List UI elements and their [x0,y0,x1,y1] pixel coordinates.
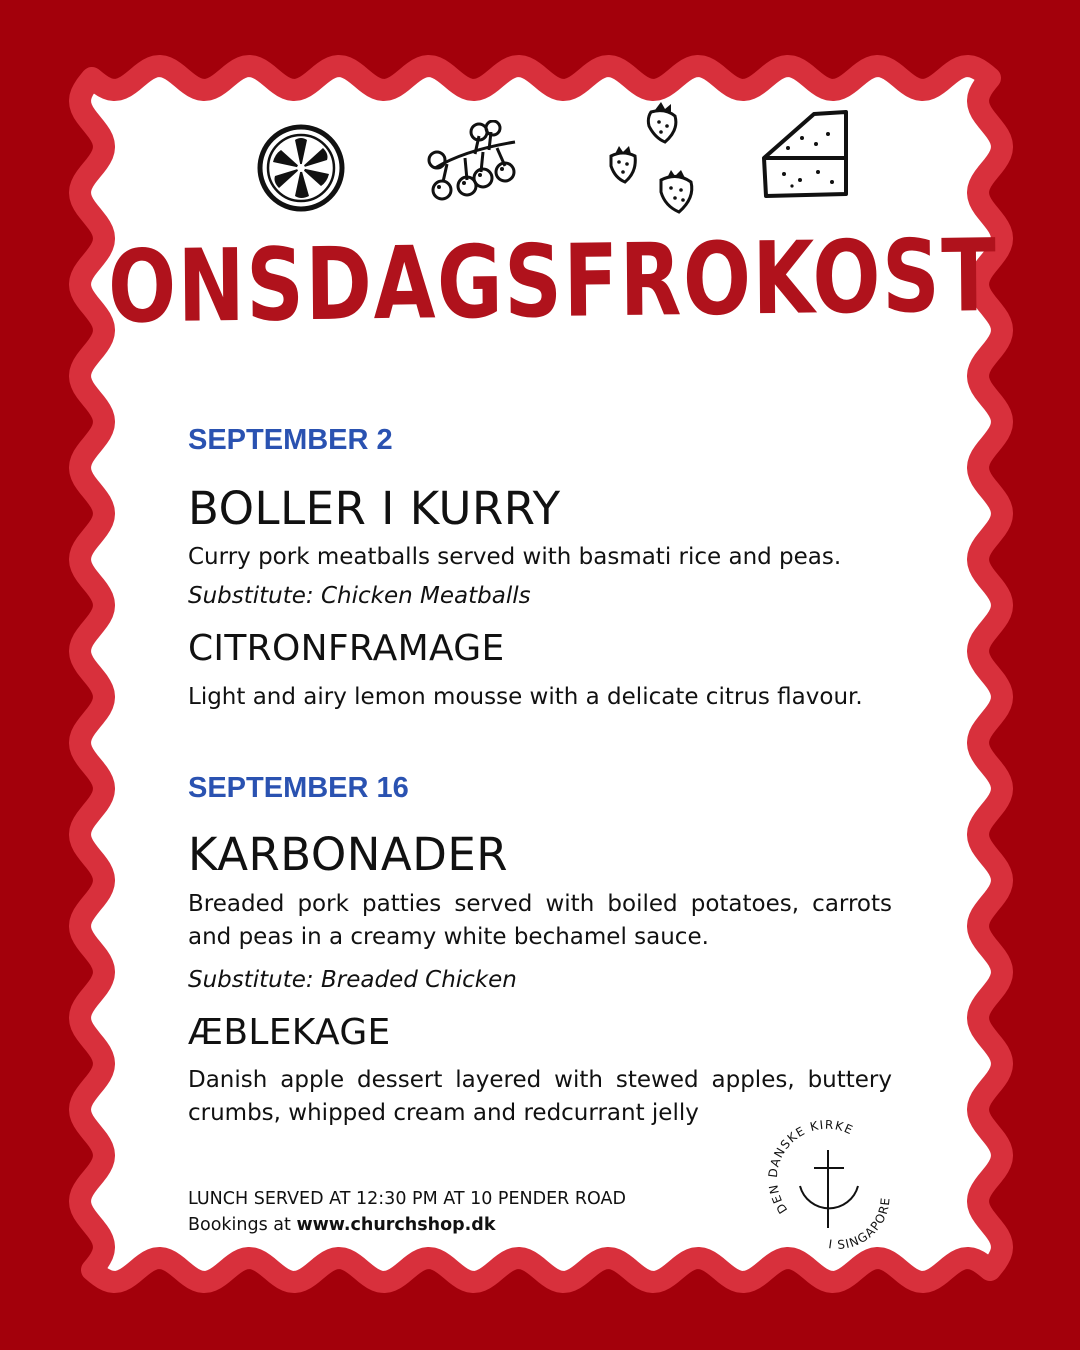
dessert-name: ÆBLEKAGE [188,1012,391,1053]
lemon-slice-icon [255,122,347,214]
main-dish-name: BOLLER I KURRY [188,482,561,535]
footer-info [188,1186,626,1238]
seal-top-text: DEN DANSKE KIRKE [765,1117,856,1217]
lunch-info: LUNCH SERVED AT 12:30 PM AT 10 PENDER ROAD [188,1189,626,1209]
dessert-description: Danish apple dessert layered with stewed apples, buttery crumbs, whipped cream and redcurrant jelly [188,1067,892,1126]
dessert-description: Light and airy lemon mousse with a delicate citrus flavour. [188,684,863,710]
main-dish-substitute: Substitute: Chicken Meatballs [188,583,531,609]
svg-text:I SINGAPORE [828,1196,893,1252]
cherries-icon [425,120,525,212]
seal-bottom-text: I SINGAPORE [827,1196,893,1253]
menu-section-1 [188,420,892,730]
cake-slice-icon [758,108,854,200]
main-dish-substitute: Substitute: Breaded Chicken [188,967,517,993]
section-date: SEPTEMBER 16 [188,772,409,804]
bookings-line [188,1212,626,1238]
dessert-name: CITRONFRAMAGE [188,628,505,669]
strawberries-icon [605,100,705,218]
menu-section-2 [188,768,892,1138]
main-dish-description: Curry pork meatballs served with basmati rice and peas. [188,544,842,570]
main-dish-name: KARBONADER [188,828,509,881]
page-title: ONSDAGSFROKOST [107,217,998,346]
main-dish-description: Breaded pork patties served with boiled potatoes, carrots and peas in a creamy white bechamel sauce. [188,891,892,950]
section-date: SEPTEMBER 2 [188,424,393,456]
bookings-link[interactable]: www.churchshop.dk [296,1215,496,1235]
bookings-prefix: Bookings at [188,1215,297,1235]
church-logo [760,1110,900,1260]
